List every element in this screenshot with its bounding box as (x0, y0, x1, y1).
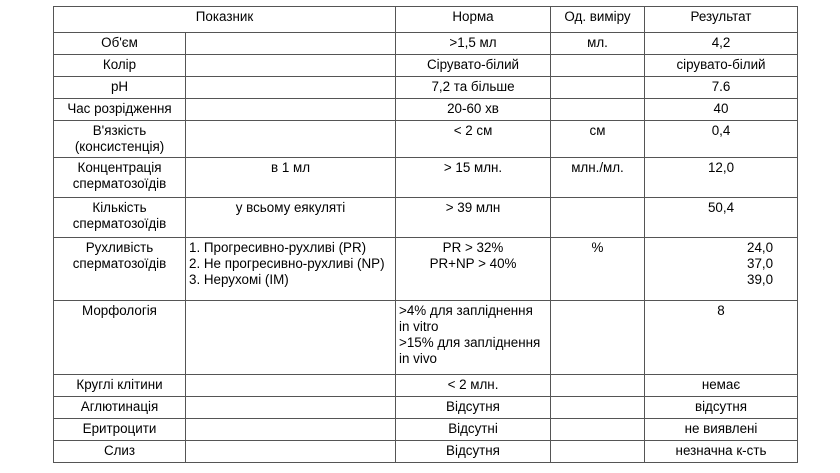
sub-indicator-cell (186, 301, 396, 375)
result-cell-lines (647, 200, 795, 216)
unit-cell (551, 301, 645, 375)
result-cell (645, 375, 798, 397)
indicator-cell (54, 238, 186, 301)
sub-indicator-cell (186, 375, 396, 397)
norm-cell-lines (398, 79, 548, 95)
indicator-cell (54, 198, 186, 238)
sub-indicator-cell (186, 238, 396, 301)
result-cell-lines (647, 160, 795, 176)
result-cell (645, 301, 798, 375)
unit-cell (551, 375, 645, 397)
norm-cell (396, 301, 551, 375)
norm-cell-lines (398, 123, 548, 139)
result-cell-line: немає (701, 377, 741, 392)
norm-cell (396, 55, 551, 77)
norm-cell-lines (398, 35, 548, 51)
norm-cell (396, 121, 551, 158)
indicator-cell-lines (56, 79, 183, 95)
result-cell (645, 441, 798, 463)
indicator-cell (54, 301, 186, 375)
result-cell-lines (647, 79, 795, 95)
indicator-cell-line: (консистенція) (74, 139, 165, 154)
norm-cell-line: > 39 млн (445, 200, 501, 215)
sub-indicator-cell (186, 77, 396, 99)
result-cell-line: відсутня (694, 399, 748, 414)
indicator-cell-line: сперматозоїдів (72, 256, 167, 271)
norm-cell (396, 99, 551, 121)
sub-indicator-cell (186, 198, 396, 238)
unit-cell (551, 441, 645, 463)
unit-cell: см (551, 121, 645, 158)
table-row (54, 441, 798, 463)
result-cell-line: 37,0 (747, 256, 774, 271)
norm-cell-line: Відсутні (448, 421, 498, 436)
indicator-cell-line: Кількість (92, 200, 147, 215)
sub-indicator-cell-line: в 1 мл (270, 160, 311, 175)
result-cell (645, 77, 798, 99)
result-cell-lines (647, 443, 795, 459)
indicator-cell-line: В'язкість (92, 123, 147, 138)
indicator-cell-lines (56, 123, 183, 155)
result-cell-line: не виявлені (684, 421, 758, 436)
indicator-cell-line: сперматозоїдів (72, 216, 167, 231)
sub-indicator-cell (186, 419, 396, 441)
unit-cell (551, 55, 645, 77)
result-cell-lines (647, 123, 795, 139)
indicator-cell-line: Рухливість (85, 240, 154, 255)
result-cell-line: 40 (713, 101, 729, 116)
indicator-cell-line: Круглі клітини (76, 377, 163, 392)
norm-cell-lines (398, 160, 548, 176)
result-cell-line: 4,2 (711, 35, 731, 50)
table-row (54, 121, 798, 158)
norm-cell (396, 77, 551, 99)
table-row (54, 55, 798, 77)
table-row (54, 419, 798, 441)
norm-cell-line: 7,2 та більше (431, 79, 515, 94)
result-cell-line: 0,4 (711, 123, 731, 138)
indicator-cell (54, 419, 186, 441)
table-row (54, 301, 798, 375)
results-table (53, 6, 798, 463)
table-row (54, 158, 798, 198)
norm-cell-line: 20-60 хв (447, 101, 499, 116)
indicator-cell-lines (56, 303, 183, 319)
norm-cell-lines (398, 240, 548, 272)
norm-cell-lines (398, 200, 548, 216)
sub-indicator-cell-line: 3. Нерухомі (IM) (189, 272, 289, 287)
sub-indicator-cell (186, 397, 396, 419)
indicator-cell-line: Еритроцити (82, 421, 157, 436)
norm-cell-lines (398, 377, 548, 393)
indicator-cell-line: Час розрідження (67, 101, 172, 116)
indicator-cell (54, 375, 186, 397)
result-cell (645, 55, 798, 77)
result-cell (645, 397, 798, 419)
table-row (54, 375, 798, 397)
norm-cell-line: < 2 см (453, 123, 493, 138)
indicator-cell-line: сперматозоїдів (72, 176, 167, 191)
norm-cell-line: in vitro (399, 319, 439, 334)
norm-cell-lines (398, 57, 548, 73)
indicator-cell-line: Об'єм (101, 35, 138, 50)
unit-cell: млн./мл. (551, 158, 645, 198)
table-row (54, 99, 798, 121)
indicator-cell-lines (56, 377, 183, 393)
table-row (54, 198, 798, 238)
result-cell-line: 8 (717, 303, 725, 318)
result-cell (645, 33, 798, 55)
table-body (54, 33, 798, 463)
indicator-cell (54, 158, 186, 198)
result-cell-lines (647, 101, 795, 117)
sub-indicator-cell-lines (189, 240, 393, 288)
sub-indicator-cell (186, 33, 396, 55)
table-row (54, 33, 798, 55)
result-cell-lines (647, 35, 795, 51)
indicator-cell-lines (56, 35, 183, 51)
indicator-cell-lines (56, 421, 183, 437)
norm-cell-line: > 15 млн. (443, 160, 503, 175)
unit-cell (551, 77, 645, 99)
header-row (54, 7, 798, 33)
indicator-cell-line: Аглютинація (80, 399, 159, 414)
result-cell-line: 39,0 (747, 272, 774, 287)
result-cell-line: 50,4 (707, 200, 735, 215)
sub-indicator-cell (186, 441, 396, 463)
norm-cell-line: in vivo (399, 351, 437, 366)
indicator-cell (54, 397, 186, 419)
norm-cell (396, 397, 551, 419)
indicator-cell-lines (56, 101, 183, 117)
sub-indicator-cell (186, 158, 396, 198)
indicator-cell (54, 441, 186, 463)
norm-cell-line: PR+NP > 40% (429, 256, 517, 271)
header-indicator: Показник (54, 7, 396, 33)
norm-cell-line: PR > 32% (442, 240, 504, 255)
sub-indicator-cell (186, 55, 396, 77)
norm-cell-lines (399, 303, 548, 367)
unit-cell: % (551, 238, 645, 301)
norm-cell (396, 33, 551, 55)
indicator-cell-lines (56, 399, 183, 415)
result-cell (645, 121, 798, 158)
unit-cell (551, 419, 645, 441)
indicator-cell (54, 99, 186, 121)
indicator-cell-lines (56, 57, 183, 73)
result-cell-lines (647, 303, 795, 319)
norm-cell (396, 441, 551, 463)
header-norm: Норма (396, 7, 551, 33)
result-cell (645, 158, 798, 198)
norm-cell (396, 419, 551, 441)
indicator-cell-lines (56, 443, 183, 459)
sub-indicator-cell-line: 2. Не прогресивно-рухливі (NP) (189, 256, 385, 271)
indicator-cell-line: Колір (102, 57, 137, 72)
indicator-cell-line: Слиз (103, 443, 136, 458)
sub-indicator-cell-line: у всьому еякуляті (235, 200, 346, 215)
unit-cell: мл. (551, 33, 645, 55)
header-result: Результат (645, 7, 798, 33)
norm-cell-lines (398, 421, 548, 437)
norm-cell-lines (398, 443, 548, 459)
result-cell-lines (647, 377, 795, 393)
header-unit: Од. виміру (551, 7, 645, 33)
result-cell (645, 198, 798, 238)
result-cell (645, 419, 798, 441)
norm-cell (396, 238, 551, 301)
norm-cell-line: >15% для запліднення (399, 335, 541, 350)
indicator-cell-line: pH (110, 79, 129, 94)
indicator-cell (54, 121, 186, 158)
norm-cell-lines (398, 399, 548, 415)
indicator-cell (54, 33, 186, 55)
result-cell-lines (647, 57, 795, 73)
unit-cell (551, 397, 645, 419)
norm-cell-lines (398, 101, 548, 117)
norm-cell-line: >1,5 мл (449, 35, 497, 50)
result-cell-lines (648, 240, 795, 288)
norm-cell-line: Відсутня (446, 399, 500, 414)
result-cell (645, 99, 798, 121)
unit-cell (551, 198, 645, 238)
result-cell-line: 24,0 (747, 240, 774, 255)
result-cell-lines (647, 421, 795, 437)
norm-cell (396, 198, 551, 238)
norm-cell (396, 375, 551, 397)
sub-indicator-cell (186, 99, 396, 121)
table-row (54, 397, 798, 419)
indicator-cell-line: Концентрація (77, 160, 162, 175)
result-cell-line: незначна к-сть (675, 443, 767, 458)
result-cell-lines (647, 399, 795, 415)
norm-cell-line: < 2 млн. (447, 377, 499, 392)
indicator-cell-lines (56, 200, 183, 232)
norm-cell-line: Відсутня (446, 443, 500, 458)
sub-indicator-cell-lines (188, 200, 393, 216)
indicator-cell-lines (56, 240, 183, 272)
indicator-cell-lines (56, 160, 183, 192)
indicator-cell (54, 77, 186, 99)
unit-cell (551, 99, 645, 121)
sub-indicator-cell-line: 1. Прогресивно-рухливі (PR) (189, 240, 367, 255)
table-row (54, 77, 798, 99)
result-cell-line: 7.6 (711, 79, 731, 94)
result-cell-line: сірувато-білий (676, 57, 766, 72)
indicator-cell-line: Морфологія (82, 303, 157, 318)
table-row (54, 238, 798, 301)
norm-cell-line: >4% для запліднення (399, 303, 533, 318)
sub-indicator-cell-lines (188, 160, 393, 176)
result-cell (645, 238, 798, 301)
indicator-cell (54, 55, 186, 77)
result-cell-line: 12,0 (707, 160, 735, 175)
sub-indicator-cell (186, 121, 396, 158)
norm-cell (396, 158, 551, 198)
norm-cell-line: Сірувато-білий (426, 57, 520, 72)
